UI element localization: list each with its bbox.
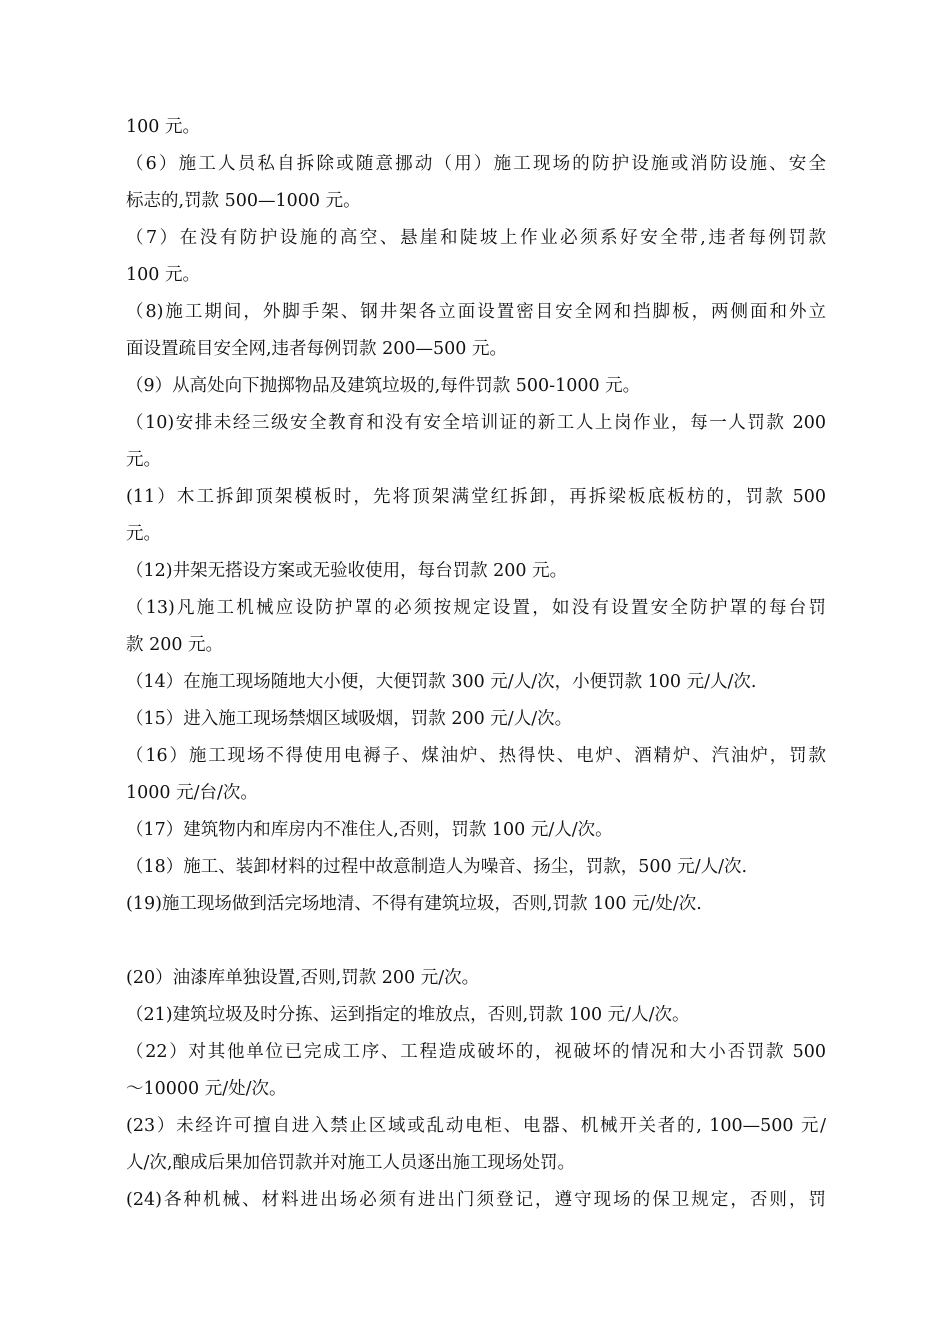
- text-line: （18）施工、装卸材料的过程中故意制造人为噪音、扬尘，罚款，500 元/人/次.: [126, 857, 748, 877]
- text-line: (19)施工现场做到活完场地清、不得有建筑垃圾，否则,罚款 100 元/处/次.: [126, 894, 702, 914]
- text-line: （17）建筑物内和库房内不准住人,否则，罚款 100 元/人/次。: [126, 820, 613, 840]
- text-line: (23）未经许可擅自进入禁止区域或乱动电柜、电器、机械开关者的, 100—500 元/: [126, 1116, 826, 1136]
- text-line: 人/次,酿成后果加倍罚款并对施工人员逐出施工现场处罚。: [126, 1153, 575, 1173]
- text-line: 100 元。: [126, 117, 200, 137]
- document-body: [126, 112, 826, 1222]
- paragraph-gap: [126, 926, 826, 963]
- text-line: 标志的,罚款 500—1000 元。: [126, 191, 361, 211]
- text-line: （15）进入施工现场禁烟区域吸烟，罚款 200 元/人/次。: [126, 709, 573, 729]
- text-line: (11）木工拆卸顶架模板时，先将顶架满堂红拆卸，再拆梁板底板枋的，罚款 500: [126, 487, 826, 507]
- text-line: （16）施工现场不得使用电褥子、煤油炉、热得快、电炉、酒精炉、汽油炉，罚款: [126, 746, 826, 766]
- text-line: （13)凡施工机械应设防护罩的必须按规定设置，如没有设置安全防护罩的每台罚: [126, 598, 826, 618]
- text-line: 面设置疏目安全网,违者每例罚款 200—500 元。: [126, 339, 507, 359]
- text-line: （22）对其他单位已完成工序、工程造成破坏的，视破坏的情况和大小否罚款 500: [126, 1042, 826, 1062]
- text-line: （12)井架无搭设方案或无验收使用，每台罚款 200 元。: [126, 561, 568, 581]
- text-line: 元。: [126, 524, 161, 544]
- text-line: (20）油漆库单独设置,否则,罚款 200 元/次。: [126, 968, 480, 988]
- text-line: （9）从高处向下抛掷物品及建筑垃圾的,每件罚款 500-1000 元。: [126, 376, 641, 396]
- text-line: （7）在没有防护设施的高空、悬崖和陡坡上作业必须系好安全带,违者每例罚款: [126, 228, 826, 248]
- text-line: 元。: [126, 450, 161, 470]
- text-line: 100 元。: [126, 265, 200, 285]
- text-line: （6）施工人员私自拆除或随意挪动（用）施工现场的防护设施或消防设施、安全: [126, 154, 826, 174]
- text-line: （21)建筑垃圾及时分拣、运到指定的堆放点，否则,罚款 100 元/人/次。: [126, 1005, 690, 1025]
- text-line: （10)安排未经三级安全教育和没有安全培训证的新工人上岗作业，每一人罚款 200: [126, 413, 826, 433]
- text-line: (24)各种机械、材料进出场必须有进出门须登记，遵守现场的保卫规定，否则，罚: [126, 1190, 826, 1210]
- text-line: （8)施工期间，外脚手架、钢井架各立面设置密目安全网和挡脚板，两侧面和外立: [126, 302, 826, 322]
- text-line: ～10000 元/处/次。: [126, 1079, 287, 1099]
- text-line: 1000 元/台/次。: [126, 783, 258, 803]
- text-line: （14）在施工现场随地大小便，大便罚款 300 元/人/次，小便罚款 100 元/人/次.: [126, 672, 757, 692]
- text-line: 款 200 元。: [126, 635, 224, 655]
